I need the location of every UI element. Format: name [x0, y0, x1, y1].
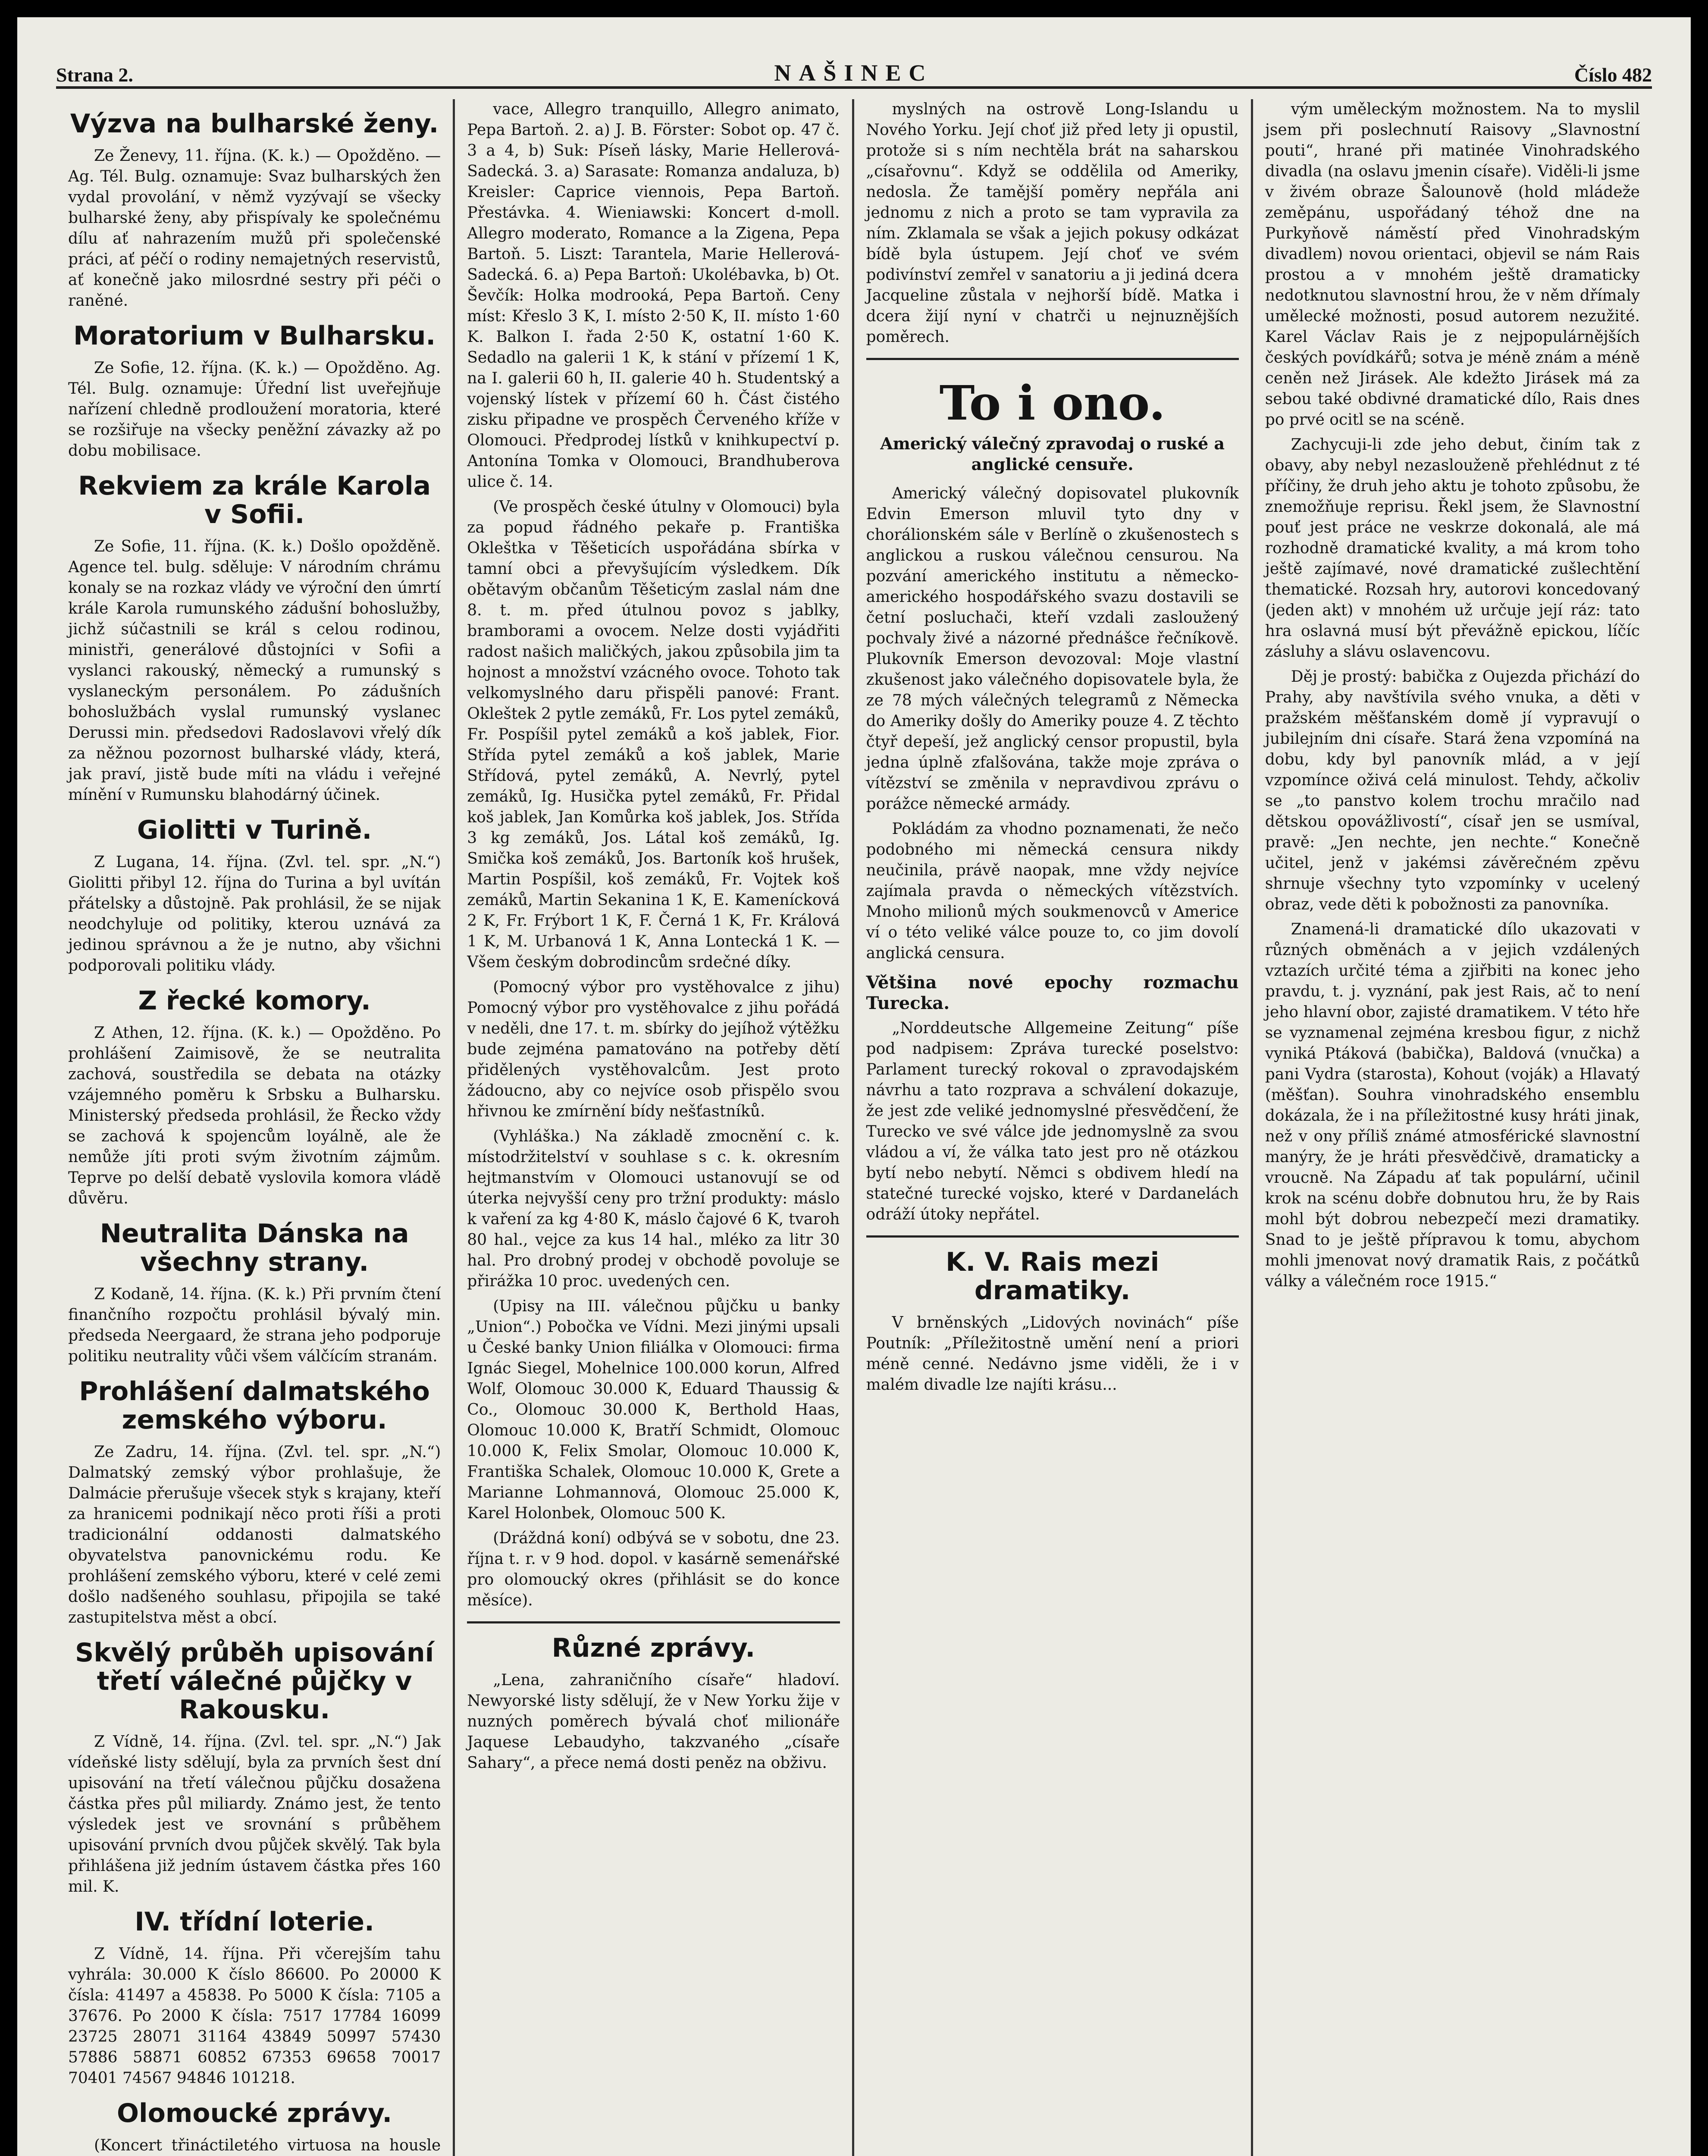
section-divider [467, 1621, 840, 1623]
article-text: Znamená-li dramatické dílo ukazovati v různých obměnách a v jejich vzdálených vztazích určité téma a zjiřbiti na konec jeho pravdu, t. j. vyznání, pak jest Rais, ač to není jeho hlavní obor, zajisté dramatikem. V této hře se vyznamenal zejména kresbou figur, z nichž vyniká Ptáková (babička), Baldová (vnučka) a pani Vydra (starosta), Kohout (voják) a Hlavatý (měšťan). Souhra vinohradského ensemblu dokázala, že i na příležitostné kusy hráti jinak, než v ony příliš známé atmosférické slavnostní manýry, že je hráti přesvědčivě, dramaticky a vroucně. Na Západu ať tak populární, učinil krok na scénu dobře dobnutou hru, že by Rais mohl být dobrou nebezpečí mezi dramatiky. Snad to je ještě přípravou k tomu, abychom mohli jmenovat nový dramatik Rais, z počátků války a válečném roce 1915.“ [1265, 921, 1640, 1290]
section-heading: Většina nové epochy rozmachu Turecka. [866, 972, 1239, 1013]
article-text: (Dráždná koní) odbývá se v sobotu, dne 23. října t. r. v 9 hod. dopol. v kasárně semenářské pro olomoucký okres (přihlásit se do konce měsíce). [467, 1529, 840, 1609]
article-text: (Pomocný výbor pro vystěhovalce z jihu) Pomocný výbor pro vystěhovalce z jihu pořádá v neděli, dne 17. t. m. sbírky do jejíhož výtěžku bude zejména pamatováno na potřeby dětí přidělených vystěhovalcům. Jest proto žádoucno, aby co nejvíce osob přispělo svou hřivnou ke zmírnění bídy nešťastníků. [467, 978, 840, 1120]
article-text: „Lena, zahraničního císaře“ hladoví. Newyorské listy sdělují, že v New Yorku žije v nuzných poměrech bývalá choť milionáře Jaquese Lebaudyho, takzvaného „císaře Sahary“, a přece nemá dosti peněz na obživu. [467, 1671, 840, 1772]
section-divider [866, 1235, 1239, 1238]
column-4 [1253, 99, 1652, 2156]
headline: Prohlášení dalmatského zemského výboru. [79, 1376, 430, 1435]
headline: Výzva na bulharské ženy. [70, 109, 439, 139]
column-3 [854, 99, 1253, 2156]
headline: Z řecké komory. [138, 986, 371, 1016]
masthead: NAŠINEC [774, 60, 934, 86]
article-text: Zachycuji-li zde jeho debut, činím tak z obavy, aby nebyl nezaslouženě přehlédnut z té příčiny, že druh jeho aktu je tohoto způsobu, že znemožňuje reprisu. Řekl jsem, že Slavnostní pouť jest práce ne veskrze dokonalá, ale má rozhodně dramatické kvality, a má krom toho ještě zajímavé, nové dramatické zušlechtění thematické. Rozsah hry, autorovi koncedovaný (jeden akt) v mnohém už určuje její ráz: tato hra oslavná musí být převážně epickou, líčíc zásluhy a slávu oslavencovu. [1265, 436, 1640, 661]
article-text: Ze Zadru, 14. října. (Zvl. tel. spr. „N.“) Dalmatský zemský výbor prohlašuje, že Dalmácie přerušuje všecek styk s krajany, kteří za hranicemi podnikají něco proti říši a proti tradicionální oddanosti dalmatského obyvatelstva panovnickému rodu. Ke prohlášení zemského výboru, které v celé zemi došlo nadšeného souhlasu, připojila se také zastupitelstva měst a obcí. [68, 1443, 441, 1626]
article-text: Z Vídně, 14. října. (Zvl. tel. spr. „N.“) Jak vídeňské listy sdělují, byla za prvních šest dní upisování na třetí válečnou půjčku dosažena částka přes půl miliardy. Známo jest, že tento výsledek jest ve srovnání s průběhem upisování prvních dvou půjček skvělý. Tak byla přihlášena již jedním ústavem částka přes 160 mil. K. [68, 1733, 441, 1896]
article-text: Ze Sofie, 12. října. (K. k.) — Opožděno. Ag. Tél. Bulg. oznamuje: Úřední list uveřejňuje nařízení chledně prodloužení moratoria, které se rozšiřuje na všecky peněžní závazky až po dobu mobilisace. [68, 359, 441, 460]
columns [56, 99, 1652, 2156]
headline: IV. třídní loterie. [135, 1907, 374, 1937]
article-text: Pokládám za vhodno poznamenati, že nečo podobného mi německá censura nikdy neučinila, právě naopak, mne vždy nejvíce zajímala pravda o německých vítězstvích. Mnoho milionů mých soukmenovců v Americe ví o této veliké válce pouze to, co jim dovolí anglická censura. [866, 820, 1239, 962]
headline: Neutralita Dánska na všechny strany. [100, 1219, 409, 1277]
article-text: (Upisy na III. válečnou půjčku u banky „Union“.) Pobočka ve Vídni. Mezi jinými upsali u České banky Union filiálka v Olomouci: firma Ignác Siegel, Mohelnice 100.000 korun, Alfred Wolf, Olomouc 30.000 K, Eduard Thaussig & Co., Olomouc 30.000 K, Berthold Haas, Olomouc 10.000 K, Bratří Schmidt, Olomouc 10.000 K, Felix Smolar, Olomouc 10.000 K, Františka Schalek, Olomouc 10.000 K, Grete a Marianne Lohmannová, Olomouc 25.000 K, Karel Holonbek, Olomouc 500 K. [467, 1297, 840, 1522]
article-text: V brněnských „Lidových novinách“ píše Poutník: „Příležitostně umění není a priori méně cenné. Nedávno jsme viděli, že i v malém divadle lze najíti krásu... [866, 1314, 1239, 1394]
article-text: Americký válečný dopisovatel plukovník Edvin Emerson mluvil tyto dny v chorálionském sále v Berlíně o zkušenostech s anglickou a ruskou válečnou censurou. Na pozvání amerického institutu a německo-amerického hospodářského svazu dostavili se četní posluchači, kteří vzdali zasloužený pochvaly živé a názorné přednášce řečníkově. Plukovník Emerson devozoval: Moje vlastní zkušenost jako válečného dopisovatele byla, že ze 78 mých válečných telegramů z Německa do Ameriky došly do Ameriky pouze 4. Z těchto čtyř depeší, jež anglický censor propustil, byla jedna úplně zfalšována, takže moje zpráva o vítězství se změnila v nepravdivou zprávu o porážce německé armády. [866, 485, 1239, 813]
article-text: Z Kodaně, 14. října. (K. k.) Při prvním čtení finančního rozpočtu prohlásil bývalý min. předseda Neergaard, že strana jeho podporuje politiku neutrality vůči všem válčícím stranám. [68, 1285, 441, 1365]
article-text: myslných na ostrově Long-Islandu u Nového Yorku. Její choť již před lety ji opustil, protože si s ním nechtěla brát na saharskou „císařovnu“. Když se oddělila od Ameriky, nedosla. Že tamější poměry nepřála ani jednomu z nich a proto se tam vypravila za ním. Zklamala se však a jejich pokusy odkázat bídě byla ústupem. Její choť ve svém podivínství zemřel v sanatoriu a ji jediná dcera Jacqueline zůstala v nejhorší bídě. Matka i dcera žijí nyní v chatrči u nejnuznějších poměrech. [866, 100, 1239, 346]
section-divider [866, 358, 1239, 360]
article-text: (Koncert třináctiletého virtuosa na housle [94, 2137, 441, 2154]
column-2 [455, 99, 854, 2156]
article-text: Ze Sofie, 11. října. (K. k.) Došlo opožděně. Agence tel. bulg. sděluje: V národním chrámu konaly se na rozkaz vlády ve výroční den úmrtí krále Karola rumunského zádušní bohoslužby, jichž súčastnili se král s celou rodinou, ministři, generálové důstojníci v Sofii a vyslanci rakouský, německý a rumunský s vyslaneckým personálem. Po zádušních bohoslužbách vyslal rumunský vyslanec Derussi min. předsedovi Radoslavovi vřelý dík za něžnou pozornost bulharské vlády, která, jak praví, jistě bude míti na vládu i veřejné mínění v Rumunsku blahodárný účinek. [68, 538, 441, 804]
article-text: Z Athen, 12. října. (K. k.) — Opožděno. Po prohlášení Zaimisově, že se neutralita zachová, soustředila se debata na otázky vzájemného poměru k Srbsku a Bulharsku. Ministerský předseda prohlásil, že Řecko vždy se zachová k spojencům loyálně, ale že nemůže jíti proti svým životním zájmům. Teprve po delší debatě vyslovila komora vládě důvěru. [68, 1024, 441, 1207]
article-text: „Norddeutsche Allgemeine Zeitung“ píše pod nadpisem: Zpráva turecké poselstvo: Parlament turecký rokoval o zpravodajském návrhu a tato rozprava a schválení dokazuje, že jest zde veliké jednomyslné přesvědčení, že Turecko ve své válce jde jednomyslně za svou vládou a ví, že válka tato jest pro ně otázkou bytí nebo nebytí. Němci s obdivem hledí na statečné turecké vojsko, které v Dardanelách odráží útoky nepřátel. [866, 1019, 1239, 1223]
headline: Rekviem za krále Karola v Sofii. [78, 471, 431, 530]
headline: To i ono. [939, 375, 1166, 431]
article-text: vým uměleckým možnostem. Na to myslil jsem při poslechnutí Raisovy „Slavnostní pouti“, hrané při matinée Vinohradského divadla (na oslavu jmenin císaře). Viděli-li jsme v živém obraze Šalounově (hold mládeže zeměpánu, uspořádaný téhož dne na Purkyňově náměstí před Vinohradským divadlem) novou orientaci, objevil se nám Rais prostou a v mnohém ještě dramaticky nedotknutou slavnostní hrou, že v něm dřímaly umělecké možnosti, posud autorem nezužité. Karel Václav Rais je z nejpopulárnějších českých povídkářů; sotva je méně znám a méně ceněn než Jirásek. Ale kdežto Jirásek má za sebou také obdivné dramatické dílo, Rais dnes po prvé ocitl se na scéně. [1265, 100, 1640, 429]
article-text: Děj je prostý: babička z Oujezda přichází do Prahy, aby navštívila svého vnuka, a děti v pražském měšťanském domě jí vypravují o jubilejním dni císaře. Stará žena vzpomíná na dobu, kdy byl panovník mlád, a v její vzpomínce oživá celá minulost. Tehdy, ačkoliv se „to panstvo kolem trochu mračilo nad dětskou opovážlivostí“, císař jen se usmíval, pravě: „Jen nechte, jen nechte.“ Konečně učitel, jenž v jakémsi závěrečném zpěvu shrnuje všechny tyto vzpomínky v ucelený obraz, vede děti k pobožnosti za panovníka. [1265, 668, 1640, 913]
page-number: Strana 2. [56, 64, 133, 86]
article-text: Z Vídně, 14. října. Při včerejším tahu vyhrála: 30.000 K číslo 86600. Po 20000 K čísla: 41497 a 45838. Po 5000 K čísla: 7105 a 37676. Po 2000 K čísla: 7517 17784 16099 23725 28071 31164 43849 50997 57430 57886 58871 60852 67353 69658 70017 70401 74567 94846 101218. [68, 1945, 441, 2087]
page-header [56, 47, 1652, 89]
subheadline: Americký válečný zpravodaj o ruské a anglické censuře. [880, 434, 1225, 474]
article-text: Z Lugana, 14. října. (Zvl. tel. spr. „N.“) Giolitti přibyl 12. října do Turina a byl uvítán přátelsky a důstojně. Pak prohlásil, že se nijak neodchyluje od politiky, kterou uznává za jedinou správnou a že je nutno, aby všichni podporovali politiku vlády. [68, 853, 441, 975]
newspaper-page [17, 17, 1691, 2156]
article-text: vace, Allegro tranquillo, Allegro animato, Pepa Bartoň. 2. a) J. B. Förster: Sobot op. 47 č. 3 a 4, b) Suk: Píseň lásky, Marie Hellerová-Sadecká. 3. a) Sarasate: Romanza andaluza, b) Kreisler: Caprice viennois, Pepa Bartoň. Přestávka. 4. Wieniawski: Koncert d-moll. Allegro moderato, Romance a la Zigena, Pepa Bartoň. 5. Liszt: Tarantela, Marie Hellerová-Sadecká. 6. a) Pepa Bartoň: Ukolébavka, b) Ot. Ševčík: Holka modrooká, Pepa Bartoň. Ceny míst: Křeslo 3 K, I. místo 2·50 K, II. místo 1·60 K. Balkon I. řada 2·50 K, ostatní 1·60 K. Sedadlo na galerii 1 K, k stání v přízemí 1 K, na I. galerii 60 h, II. galerie 40 h. Studentský a vojenský lístek v přízemí 60 h. Část čistého zisku připadne ve prospěch Červeného kříže v Olomouci. Předprodej lístků v knihkupectví p. Antonína Tomka v Olomouci, Brandhuberova ulice č. 14. [467, 100, 840, 491]
issue-number: Číslo 482 [1574, 64, 1652, 86]
headline: Moratorium v Bulharsku. [73, 321, 436, 351]
headline: Skvělý průběh upisování třetí válečné půjčky v Rakousku. [75, 1638, 434, 1725]
headline: K. V. Rais mezi dramatiky. [946, 1247, 1160, 1306]
article-text: (Vyhláška.) Na základě zmocnění c. k. místodržitelství v souhlase s c. k. okresním hejtmanstvím v Olomouci ustanovují se od úterka nejvyšší ceny pro tržní produkty: máslo k vaření za kg 4·80 K, máslo čajové 6 K, tvaroh 80 hal., vejce za kus 14 hal., mléko za litr 30 hal. Pro drobný prodej v obchodě povoluje se přirážka 10 proc. uvedených cen. [467, 1128, 840, 1290]
headline: Olomoucké zprávy. [117, 2098, 392, 2128]
column-1 [56, 99, 455, 2156]
article-text: (Ve prospěch české útulny v Olomouci) byla za popud řádného pekaře p. Františka Okleštka v Těšeticích uspořádána sbírka v tamní obci a převyšujícím výsledkem. Dík obětavým občanům Těšeticým zaslal nám dne 8. t. m. před útulnou povoz s jablky, bramborami a ovocem. Nelze dosti vyjádřiti radost našich maličkých, jakou způsobila jim ta hojnost a množství vzácného ovoce. Tohoto tak velkomyslného daru přispěli panové: Frant. Okleštek 2 pytle zemáků, Fr. Los pytel zemáků, Fr. Pospíšil pytel zemáků a koš jablek, Fior. Střída pytel zemáků a koš jablek, Marie Střídová, pytel zemáků, A. Nevrlý, pytel zemáků, Ig. Husička pytel zemáků, Fr. Přidal koš jablek, Jan Komůrka koš jablek, Jos. Střída 3 kg zemáků, Jos. Látal koš zemáků, Ig. Smička koš zemáků, Jos. Bartoník koš hrušek, Martin Pospíšil, koš zemáků, Fr. Vojtek koš zemáků, Martin Sekanina 1 K, E. Kamenícková 2 K, Fr. Frýbort 1 K, F. Černá 1 K, Fr. Králová 1 K, M. Urbanová 1 K, Anna Lontecká 1 K. — Všem českým dobrodincům srdečné díky. [467, 498, 840, 971]
article-text: Ze Ženevy, 11. října. (K. k.) — Opožděno. — Ag. Tél. Bulg. oznamuje: Svaz bulharských žen vydal provolání, v němž vyzývají se všecky bulharské ženy, aby přispívaly ke společnému dílu ať nahrazením mužů při společenské práci, ať péčí o rodiny nemajetných reservistů, ať konečně jako milosrdné sestry při péči o raněné. [68, 147, 441, 310]
headline: Giolitti v Turině. [137, 815, 372, 845]
headline: Různé zprávy. [552, 1633, 755, 1663]
